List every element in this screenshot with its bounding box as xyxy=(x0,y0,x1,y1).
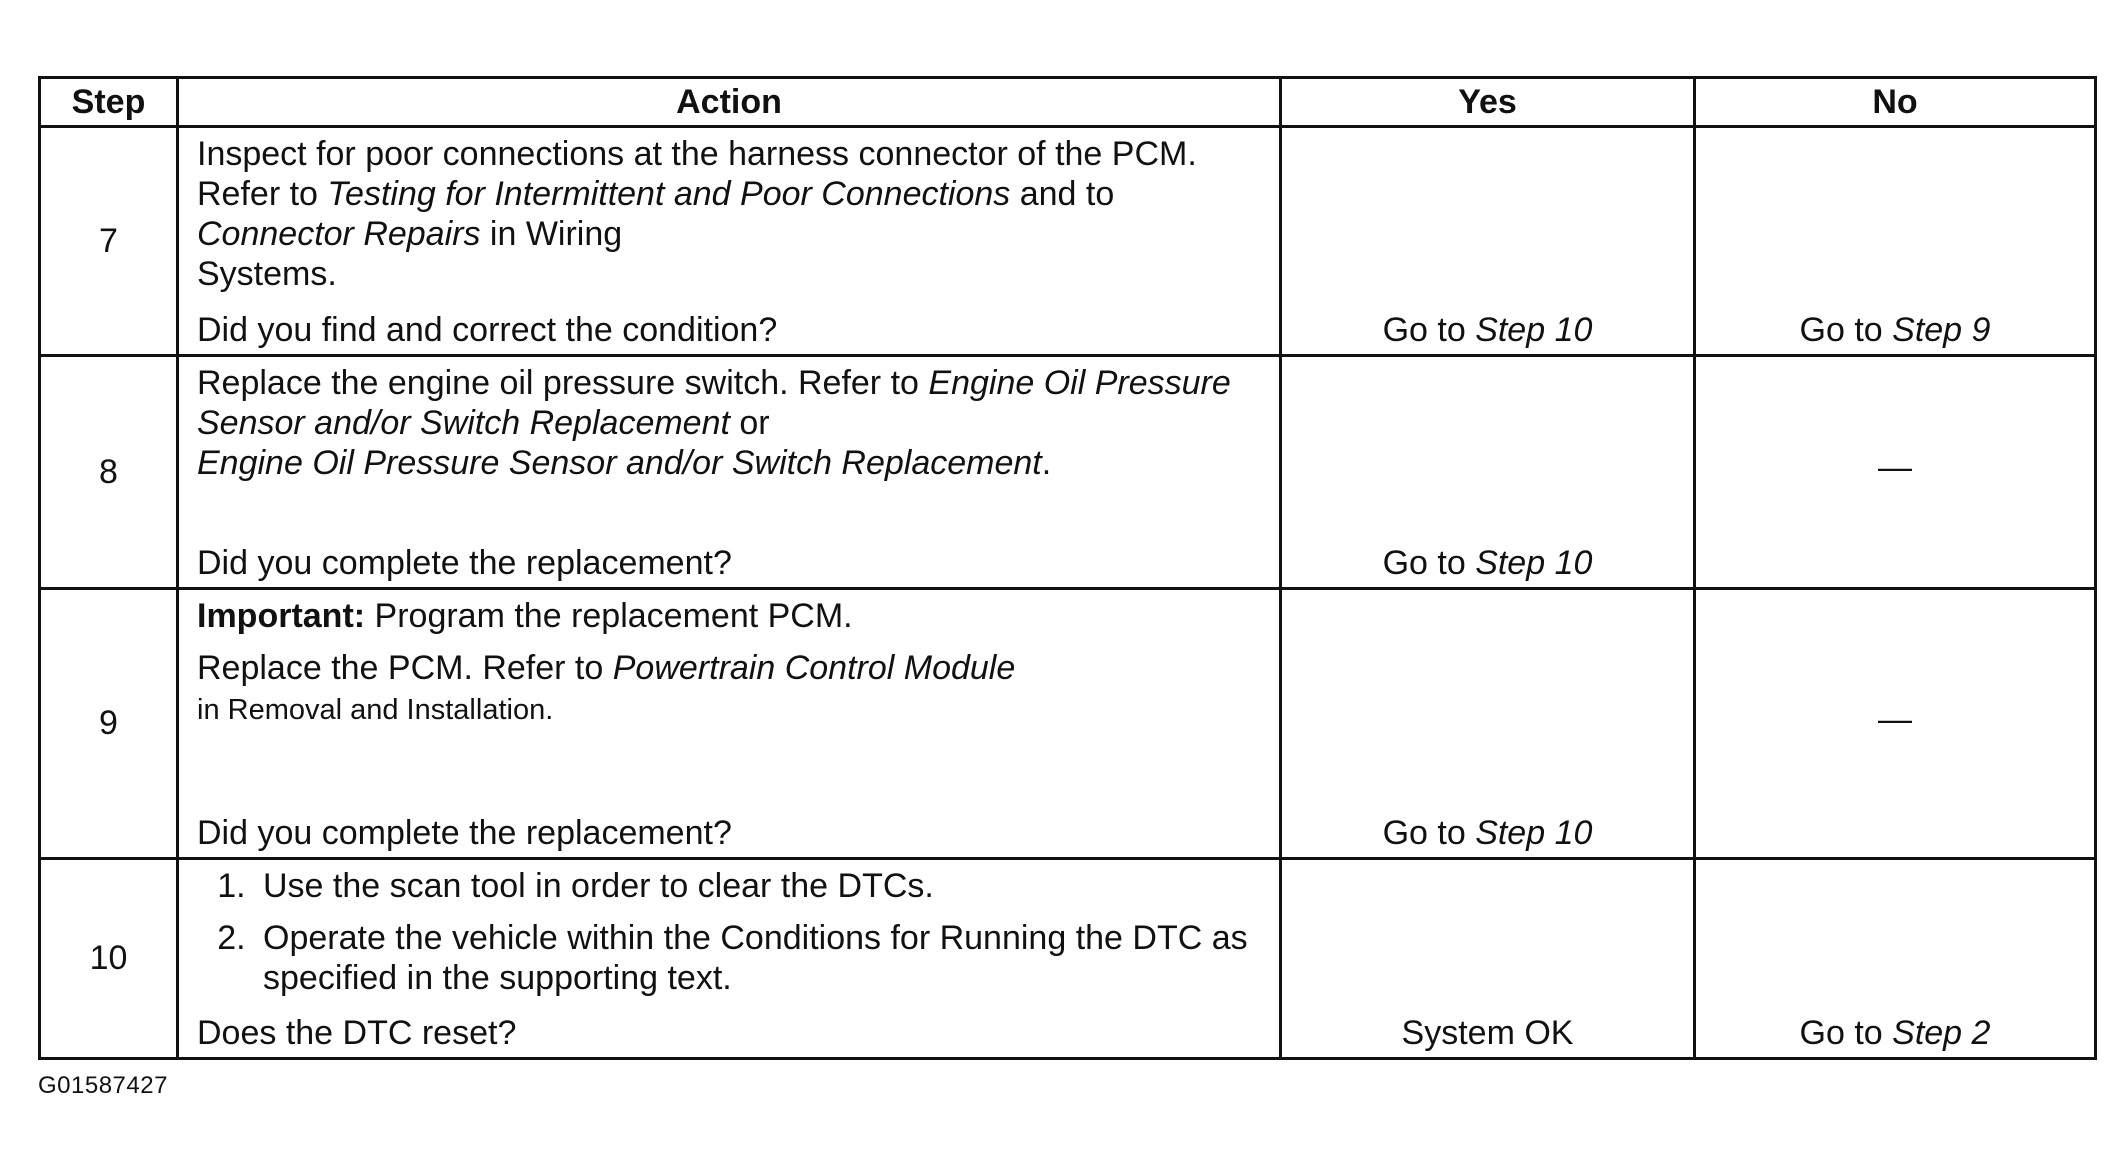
important-note: Important: Program the replacement PCM. xyxy=(197,597,853,635)
no-cell xyxy=(1695,859,2096,1059)
yes-cell xyxy=(1281,859,1695,1059)
yes-answer: Go to Step 10 xyxy=(1382,311,1593,349)
no-answer: Go to Step 9 xyxy=(1799,311,1991,349)
reference-link: Testing for Intermittent and Poor Connections xyxy=(327,175,1011,213)
reference-link: Engine Oil Pressure Sensor and/or Switch Replacement xyxy=(197,364,1231,442)
action-question: Did you complete the replacement? xyxy=(197,814,732,852)
action-question: Did you complete the replacement? xyxy=(197,544,732,582)
header-yes: Yes xyxy=(1281,78,1695,127)
action-question: Does the DTC reset? xyxy=(197,1014,517,1052)
action-cell xyxy=(178,356,1281,589)
diagnostic-table xyxy=(38,76,2097,1060)
action-text: Replace the PCM. Refer to Powertrain Control Module in Removal and Installation. xyxy=(197,649,1016,726)
list-item: 1. Use the scan tool in order to clear the DTCs. xyxy=(255,866,1261,906)
yes-answer: Go to Step 10 xyxy=(1382,544,1593,582)
no-answer: Go to Step 2 xyxy=(1799,1014,1991,1052)
action-cell xyxy=(178,127,1281,356)
action-steps-list xyxy=(197,866,1261,998)
step-number: 8 xyxy=(40,356,178,589)
table-row xyxy=(40,859,2096,1059)
table-row xyxy=(40,356,2096,589)
action-text: Inspect for poor connections at the harness connector of the PCM. Refer to Testing for Intermittent and Poor Connections and to Connector Repairs in Wiring Systems. xyxy=(197,135,1197,293)
important-label: Important: xyxy=(197,597,366,635)
no-answer: — xyxy=(1878,700,1912,739)
action-question: Did you find and correct the condition? xyxy=(197,311,778,349)
yes-cell xyxy=(1281,127,1695,356)
header-no: No xyxy=(1695,78,2096,127)
list-item: 2. Operate the vehicle within the Conditions for Running the DTC as specified in the supporting text. xyxy=(255,918,1261,998)
reference-link: Powertrain Control Module xyxy=(612,649,1016,687)
action-text: Replace the engine oil pressure switch. Refer to Engine Oil Pressure Sensor and/or Switch Replacement or Engine Oil Pressure Sensor and/or Switch Replacement. xyxy=(197,364,1231,482)
step-number: 9 xyxy=(40,589,178,859)
header-action: Action xyxy=(178,78,1281,127)
reference-link: Connector Repairs xyxy=(197,215,481,253)
table-row xyxy=(40,589,2096,859)
yes-answer: System OK xyxy=(1401,1014,1574,1052)
figure-id: G01587427 xyxy=(38,1072,168,1099)
header-row xyxy=(40,78,2096,127)
no-answer: — xyxy=(1878,448,1912,487)
step-number: 7 xyxy=(40,127,178,356)
no-cell xyxy=(1695,356,2096,589)
yes-cell xyxy=(1281,589,1695,859)
header-step: Step xyxy=(40,78,178,127)
reference-link: Engine Oil Pressure Sensor and/or Switch Replacement xyxy=(197,444,1042,482)
table-row xyxy=(40,127,2096,356)
action-cell xyxy=(178,589,1281,859)
yes-answer: Go to Step 10 xyxy=(1382,814,1593,852)
no-cell xyxy=(1695,589,2096,859)
step-number: 10 xyxy=(40,859,178,1059)
no-cell xyxy=(1695,127,2096,356)
yes-cell xyxy=(1281,356,1695,589)
action-cell xyxy=(178,859,1281,1059)
